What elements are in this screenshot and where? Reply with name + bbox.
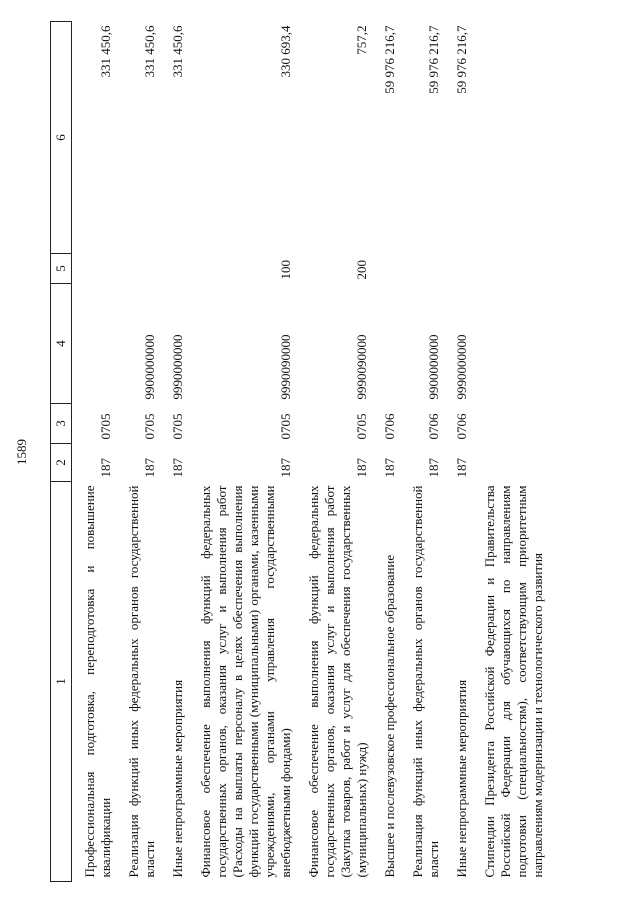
header-col-1: 1 [51, 482, 72, 882]
header-col-2: 2 [51, 444, 72, 482]
header-col-6: 6 [51, 22, 72, 254]
page-number: 1589 [14, 439, 29, 465]
row-code-4 [372, 284, 400, 404]
row-amount: 330 693,4 [278, 25, 293, 78]
row-code-5 [444, 254, 472, 284]
row-name: Иные непрограммные мероприятия [170, 679, 185, 878]
table-row [160, 22, 188, 882]
table-row [472, 22, 548, 882]
row-amount: 59 976 216,7 [454, 25, 469, 94]
header-col-5: 5 [51, 254, 72, 284]
header-col-3: 3 [51, 404, 72, 444]
row-code-3: 0706 [426, 413, 441, 440]
row-code-2: 187 [98, 458, 113, 478]
row-code-5 [72, 254, 117, 284]
row-code-2: 187 [142, 458, 157, 478]
row-code-2: 187 [454, 458, 469, 478]
row-code-4: 9990000000 [454, 334, 469, 400]
row-code-4 [472, 284, 548, 404]
row-name: Реализация функций иных федеральных органов государственной власти [126, 485, 157, 878]
row-name: Профессиональная подготовка, переподготовка и повышение квалификации [82, 485, 113, 878]
row-name: Стипендии Президента Российской Федерации и Правительства Российской Федерации для обучающихся по направлениям подготовки (специальностям), соответствующим приоритетным направлениям модернизации и технологического развития [482, 485, 545, 878]
row-code-2 [472, 444, 548, 482]
row-name: Финансовое обеспечение выполнения функций федеральных государственных органов, оказания услуг и выполнения работ (Расходы на выплаты персоналу в целях обеспечения выполнения функций государственными (муниципальными) органами, казенными учреждениями, органами управления государственными внебюджетными фондами) [198, 485, 293, 878]
row-code-5 [472, 254, 548, 284]
rotated-page-content [50, 22, 590, 882]
row-name: Иные непрограммные мероприятия [454, 679, 469, 878]
row-amount: 59 976 216,7 [426, 25, 441, 94]
table-row [444, 22, 472, 882]
row-name: Высшее и послевузовское профессиональное образование [382, 554, 397, 878]
budget-table [50, 21, 548, 882]
table-row [296, 22, 372, 882]
row-code-5 [400, 254, 444, 284]
row-code-4: 9900000000 [426, 334, 441, 400]
row-code-3: 0705 [170, 413, 185, 440]
row-code-5: 200 [354, 260, 369, 280]
row-code-5 [372, 254, 400, 284]
header-col-4: 4 [51, 284, 72, 404]
table-header-row [51, 22, 72, 882]
table-row [72, 22, 117, 882]
row-amount: 331 450,6 [142, 25, 157, 78]
row-code-2: 187 [354, 458, 369, 478]
row-code-4: 9990090000 [278, 334, 293, 400]
table-row [116, 22, 160, 882]
row-code-4: 9990000000 [170, 334, 185, 400]
row-name: Реализация функций иных федеральных органов государственной власти [410, 485, 441, 878]
row-code-2: 187 [382, 458, 397, 478]
row-amount: 757,2 [354, 25, 369, 55]
row-code-5 [116, 254, 160, 284]
row-code-3: 0705 [142, 413, 157, 440]
row-name: Финансовое обеспечение выполнения функций федеральных государственных органов, оказания услуг и выполнения работ (Закупка товаров, работ и услуг для обеспечения государственных (муниципальных) нужд) [306, 485, 369, 878]
row-code-4: 9900000000 [142, 334, 157, 400]
row-code-4 [72, 284, 117, 404]
table-row [400, 22, 444, 882]
table-row [372, 22, 400, 882]
row-amount: 59 976 216,7 [382, 25, 397, 94]
row-code-3: 0705 [98, 413, 113, 440]
row-amount [472, 22, 548, 254]
row-code-5: 100 [278, 260, 293, 280]
row-code-4: 9990090000 [354, 334, 369, 400]
row-code-2: 187 [170, 458, 185, 478]
row-code-3: 0706 [382, 413, 397, 440]
row-code-3: 0705 [278, 413, 293, 440]
row-code-2: 187 [278, 458, 293, 478]
row-code-5 [160, 254, 188, 284]
row-amount: 331 450,6 [170, 25, 185, 78]
table-row [188, 22, 296, 882]
row-code-2: 187 [426, 458, 441, 478]
row-code-3: 0705 [354, 413, 369, 440]
row-amount: 331 450,6 [98, 25, 113, 78]
row-code-3: 0706 [454, 413, 469, 440]
row-code-3 [472, 404, 548, 444]
